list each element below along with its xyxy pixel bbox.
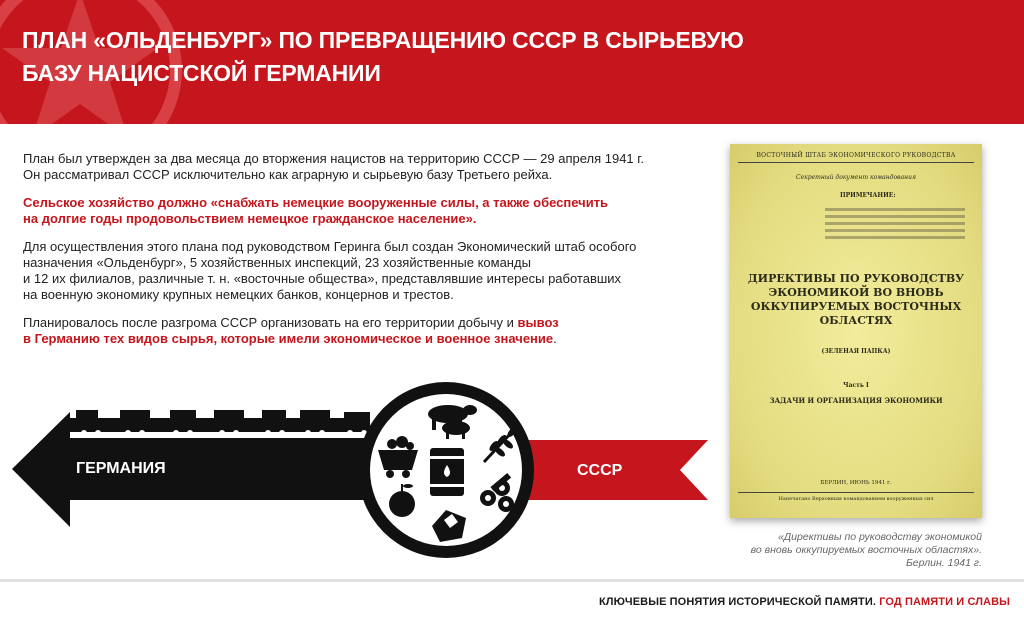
main-text	[23, 151, 713, 359]
doc-subtitle: (ЗЕЛЕНАЯ ПАПКА)	[821, 348, 891, 355]
paragraph-organization: Для осуществления этого плана под руководством Геринга был создан Экономический штаб особого назначения «Ольденбург», 5 хозяйственных инспекций, 23 хозяйственные команды и 12 их филиалов, различные т. н. «восточные общества», представлявшие интересы работавших на военную экономику крупных немецких банков, концернов и трестов.	[23, 239, 637, 302]
header-banner	[0, 0, 1024, 124]
footer-divider	[0, 579, 1024, 582]
footer: КЛЮЧЕВЫЕ ПОНЯТИЯ ИСТОРИЧЕСКОЙ ПАМЯТИ. ГОД ПАМЯТИ И СЛАВЫ	[598, 596, 1010, 608]
doc-title: ДИРЕКТИВЫ ПО РУКОВОДСТВУ ЭКОНОМИКОЙ ВО ВНОВЬ ОККУПИРУЕМЫХ ВОСТОЧНЫХ ОБЛАСТЯХ	[747, 272, 965, 327]
doc-header: ВОСТОЧНЫЙ ШТАБ ЭКОНОМИЧЕСКОГО РУКОВОДСТВА	[738, 152, 974, 163]
doc-secret-mark: Секретный документ командования	[796, 174, 916, 181]
doc-part: Часть I	[843, 382, 869, 389]
doc-note-body	[825, 204, 965, 244]
ussr-label: СССР	[577, 462, 623, 479]
oil-barrel-icon	[430, 448, 464, 496]
doc-tasks: ЗАДАЧИ И ОРГАНИЗАЦИЯ ЭКОНОМИКИ	[769, 396, 943, 405]
doc-place-date: БЕРЛИН, ИЮНЬ 1941 г.	[820, 480, 892, 486]
paragraph-plan: Планировалось после разгрома СССР организовать на его территории добычу и вывоз в Германию тех видов сырья, которые имели экономическое и военное значение.	[23, 315, 559, 346]
document-caption: «Директивы по руководству экономикой во вновь оккупируемых восточных областях». Берлин. 1941 г.	[750, 531, 982, 569]
paragraph-intro: План был утвержден за два месяца до вторжения нацистов на территорию СССР — 29 апреля 1941 г. Он рассматривал СССР исключительно как аграрную и сырьевую базу Третьего рейха.	[23, 151, 645, 182]
germany-label: ГЕРМАНИЯ	[76, 460, 166, 477]
directive-document-image	[730, 144, 982, 518]
page-title: ПЛАН «ОЛЬДЕНБУРГ» ПО ПРЕВРАЩЕНИЮ СССР В СЫРЬЕВУЮ БАЗУ НАЦИСТСКОЙ ГЕРМАНИИ	[22, 27, 744, 86]
doc-note-title: ПРИМЕЧАНИЕ:	[840, 192, 896, 199]
doc-footer: Напечатано Верховным командованием вооруженных сил	[738, 492, 974, 502]
train-icon	[70, 410, 370, 432]
paragraph-quote: Сельское хозяйство должно «снабжать немецкие вооруженные силы, а также обеспечить на долгие годы продовольствием немецкое гражданское население».	[23, 195, 609, 226]
